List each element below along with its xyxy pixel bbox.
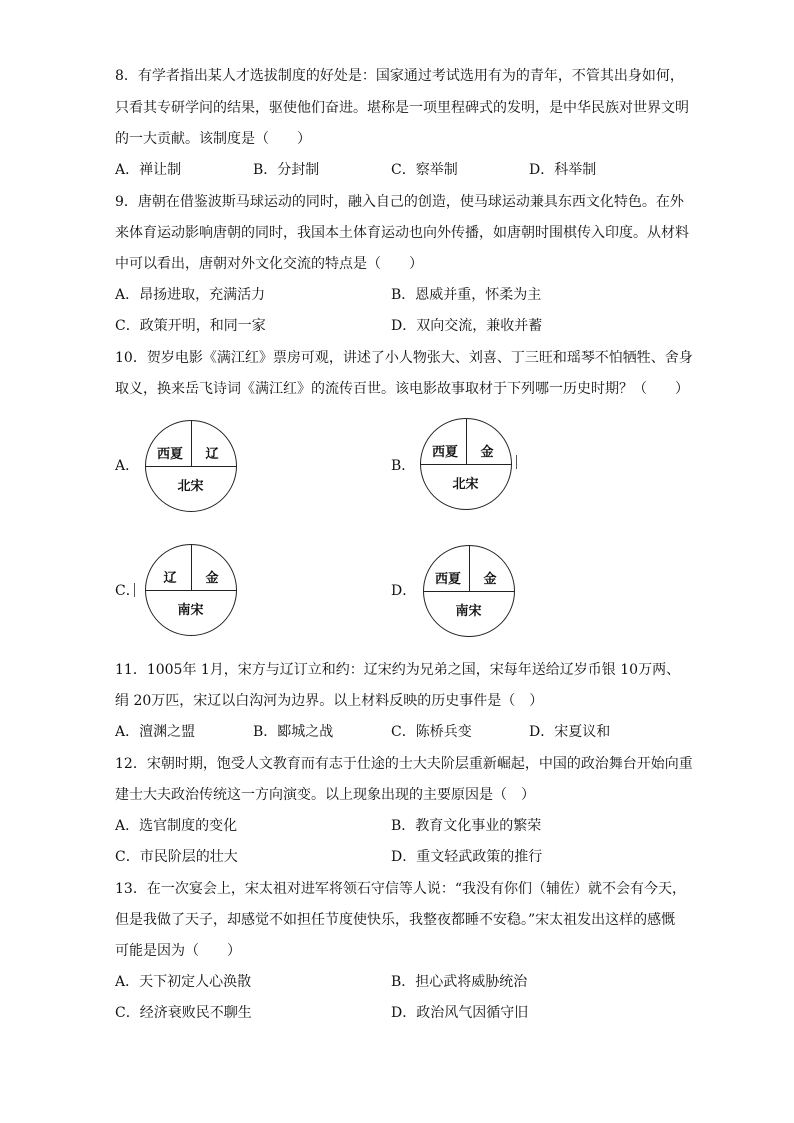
divider-horizontal bbox=[424, 591, 514, 592]
q12-option-b[interactable]: B．教育文化事业的繁荣 bbox=[391, 818, 542, 834]
q9-line-2: 来体育运动影响唐朝的同时，我国本土体育运动也向外传播，如唐朝时围棋传入印度。从材料 bbox=[115, 225, 689, 241]
region-top-right: 金 bbox=[205, 571, 219, 586]
q9-line-3: 中可以看出，唐朝对外文化交流的特点是（ ） bbox=[115, 256, 423, 272]
q10-line-2: 取义，换来岳飞诗词《满江红》的流传百世。该电影故事取材于下列哪一历史时期？（ ） bbox=[115, 381, 689, 397]
q8-option-a[interactable]: A．禅让制 bbox=[115, 162, 182, 178]
region-bottom: 南宋 bbox=[455, 604, 482, 619]
q11-option-d[interactable]: D．宋夏议和 bbox=[529, 724, 611, 740]
q11-option-a[interactable]: A．澶渊之盟 bbox=[115, 724, 196, 740]
q8-line-1: 8．有学者指出某人才选拔制度的好处是：国家通过考试选用有为的青年，不管其出身如何， bbox=[115, 68, 684, 84]
q13-line-3: 可能是因为（ ） bbox=[115, 943, 241, 959]
q8-line-2: 只看其专研学问的结果，驱使他们奋进。堪称是一项里程碑式的发明，是中华民族对世界文明 bbox=[115, 100, 689, 116]
q8-option-c[interactable]: C．察举制 bbox=[391, 162, 458, 178]
q10-option-c-diagram[interactable] bbox=[145, 544, 237, 636]
q10-option-c-label[interactable]: C． bbox=[115, 583, 140, 599]
region-top-right: 辽 bbox=[205, 447, 219, 462]
q11-option-b[interactable]: B．郾城之战 bbox=[253, 724, 334, 740]
q12-option-d[interactable]: D．重文轻武政策的推行 bbox=[391, 849, 543, 865]
region-top-left: 辽 bbox=[163, 571, 177, 586]
q12-option-c[interactable]: C．市民阶层的壮大 bbox=[115, 849, 238, 865]
q10-option-b-label[interactable]: B． bbox=[391, 458, 416, 474]
margin-mark bbox=[516, 455, 517, 469]
q12-line-1: 12．宋朝时期，饱受人文教育而有志于仕途的士大夫阶层重新崛起，中国的政治舞台开始向重 bbox=[115, 756, 693, 772]
q9-option-a[interactable]: A．昂扬进取，充满活力 bbox=[115, 287, 266, 303]
q9-option-b[interactable]: B．恩威并重，怀柔为主 bbox=[391, 287, 542, 303]
q9-option-c[interactable]: C．政策开明，和同一家 bbox=[115, 318, 266, 334]
q10-option-a-label[interactable]: A． bbox=[115, 458, 140, 474]
region-top-left: 西夏 bbox=[431, 445, 458, 460]
q10-option-d-diagram[interactable] bbox=[423, 545, 515, 637]
q13-line-2: 但是我做了天子，却感觉不如担任节度使快乐，我整夜都睡不安稳。”宋太祖发出这样的感慨 bbox=[115, 912, 676, 928]
region-bottom: 北宋 bbox=[452, 477, 479, 492]
q9-option-d[interactable]: D．双向交流，兼收并蓄 bbox=[391, 318, 543, 334]
q13-line-1: 13．在一次宴会上，宋太祖对进军将领石守信等人说：“我没有你们（辅佐）就不会有今天， bbox=[115, 881, 686, 897]
region-top-left: 西夏 bbox=[434, 572, 461, 587]
q8-option-b[interactable]: B．分封制 bbox=[253, 162, 320, 178]
q8-option-d[interactable]: D．科举制 bbox=[529, 162, 597, 178]
q10-option-d-label[interactable]: D． bbox=[391, 583, 417, 599]
q10-line-1: 10．贺岁电影《满江红》票房可观，讲述了小人物张大、刘喜、丁三旺和瑶琴不怕牺牲、舍身 bbox=[115, 350, 693, 366]
region-top-left: 西夏 bbox=[156, 447, 183, 462]
divider-horizontal bbox=[146, 590, 236, 591]
divider-horizontal bbox=[421, 464, 511, 465]
q9-line-1: 9．唐朝在借鉴波斯马球运动的同时，融入自己的创造，使马球运动兼具东西文化特色。在外 bbox=[115, 194, 684, 210]
region-top-right: 金 bbox=[483, 572, 497, 587]
q11-line-1: 11．1005年 1月，宋方与辽订立和约：辽宋约为兄弟之国，宋每年送给辽岁币银 10万两、 bbox=[115, 662, 681, 678]
region-top-right: 金 bbox=[480, 445, 494, 460]
q13-option-a[interactable]: A．天下初定人心涣散 bbox=[115, 974, 252, 990]
q12-option-a[interactable]: A．选官制度的变化 bbox=[115, 818, 238, 834]
q10-option-b-diagram[interactable] bbox=[420, 418, 512, 510]
q8-line-3: 的一大贡献。该制度是（ ） bbox=[115, 131, 311, 147]
divider-horizontal bbox=[146, 466, 236, 467]
q12-line-2: 建士大夫政治传统这一方向演变。以上现象出现的主要原因是（ ） bbox=[115, 787, 535, 803]
q13-option-d[interactable]: D．政治风气因循守旧 bbox=[391, 1005, 529, 1021]
q10-option-a-diagram[interactable] bbox=[145, 420, 237, 512]
q13-option-c[interactable]: C．经济衰败民不聊生 bbox=[115, 1005, 252, 1021]
q11-line-2: 绢 20万匹，宋辽以白沟河为边界。以上材料反映的历史事件是（ ） bbox=[115, 693, 544, 709]
q11-option-c[interactable]: C．陈桥兵变 bbox=[391, 724, 472, 740]
region-bottom: 南宋 bbox=[177, 603, 204, 618]
q13-option-b[interactable]: B．担心武将威胁统治 bbox=[391, 974, 528, 990]
margin-mark bbox=[134, 583, 135, 597]
region-bottom: 北宋 bbox=[177, 479, 204, 494]
